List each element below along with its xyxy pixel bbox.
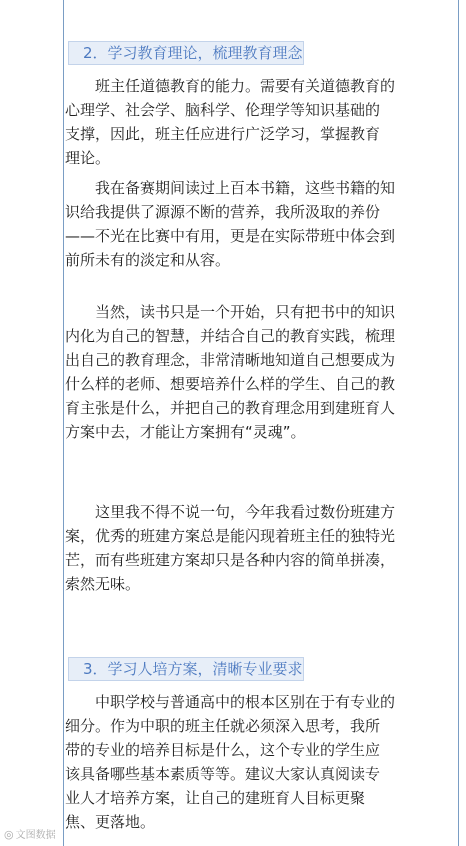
text-line: 出自己的教育理念，非常清晰地知道自己想要成为 [65, 351, 396, 369]
text-line: 心理学、社会学、脑科学、伦理学等知识基础的 [65, 101, 381, 119]
text-line: 索然无味。 [65, 575, 141, 593]
paragraph [65, 74, 443, 170]
section-heading-3: 3．学习人培方案，清晰专业要求 [68, 657, 304, 681]
section-heading-2: 2．学习教育理论，梳理教育理念 [68, 41, 304, 65]
text-line: 芒，而有些班建方案却只是各种内容的简单拼凑， [65, 551, 396, 569]
text-line: 班主任道德教育的能力。需要有关道德教育的 [95, 77, 396, 95]
weibo-logo-icon: ◎ [4, 828, 14, 841]
right-border-rule [458, 0, 459, 846]
text-line: 该具备哪些基本素质等等。建议大家认真阅读专 [65, 765, 381, 783]
text-line: 焦、更落地。 [65, 813, 156, 831]
text-line: 内化为自己的智慧，并结合自己的教育实践，梳理 [65, 327, 396, 345]
text-line: 什么样的老师、想要培养什么样的学生、自己的教 [65, 375, 396, 393]
watermark-text: 文图数据 [15, 830, 56, 841]
text-line: 方案中去，才能让方案拥有“灵魂”。 [65, 423, 306, 441]
text-line: 识给我提供了源源不断的营养，我所汲取的养份 [65, 203, 381, 221]
paragraph [65, 176, 443, 272]
text-line: 理论。 [65, 149, 111, 167]
text-line: ——不光在比赛中有用，更是在实际带班中体会到 [65, 227, 396, 245]
text-line: 业人才培养方案，让自己的建班育人目标更聚 [65, 789, 366, 807]
text-line: 案，优秀的班建方案总是能闪现着班主任的独特光 [65, 527, 396, 545]
text-line: 我在备赛期间读过上百本书籍，这些书籍的知 [95, 179, 396, 197]
left-border-rule [63, 0, 64, 846]
text-line: 中职学校与普通高中的根本区别在于有专业的 [95, 693, 396, 711]
paragraph [65, 300, 443, 444]
text-line: 当然，读书只是一个开始，只有把书中的知识 [95, 303, 396, 321]
watermark [4, 826, 56, 841]
text-line: 支撑，因此，班主任应进行广泛学习，掌握教育 [65, 125, 381, 143]
paragraph [65, 500, 443, 596]
text-line: 带的专业的培养目标是什么，这个专业的学生应 [65, 741, 381, 759]
text-line: 前所未有的淡定和从容。 [65, 251, 231, 269]
text-line: 育主张是什么，并把自己的教育理念用到建班育人 [65, 399, 396, 417]
paragraph [65, 690, 443, 834]
text-line: 细分。作为中职的班主任就必须深入思考，我所 [65, 717, 381, 735]
text-line: 这里我不得不说一句，今年我看过数份班建方 [95, 503, 396, 521]
